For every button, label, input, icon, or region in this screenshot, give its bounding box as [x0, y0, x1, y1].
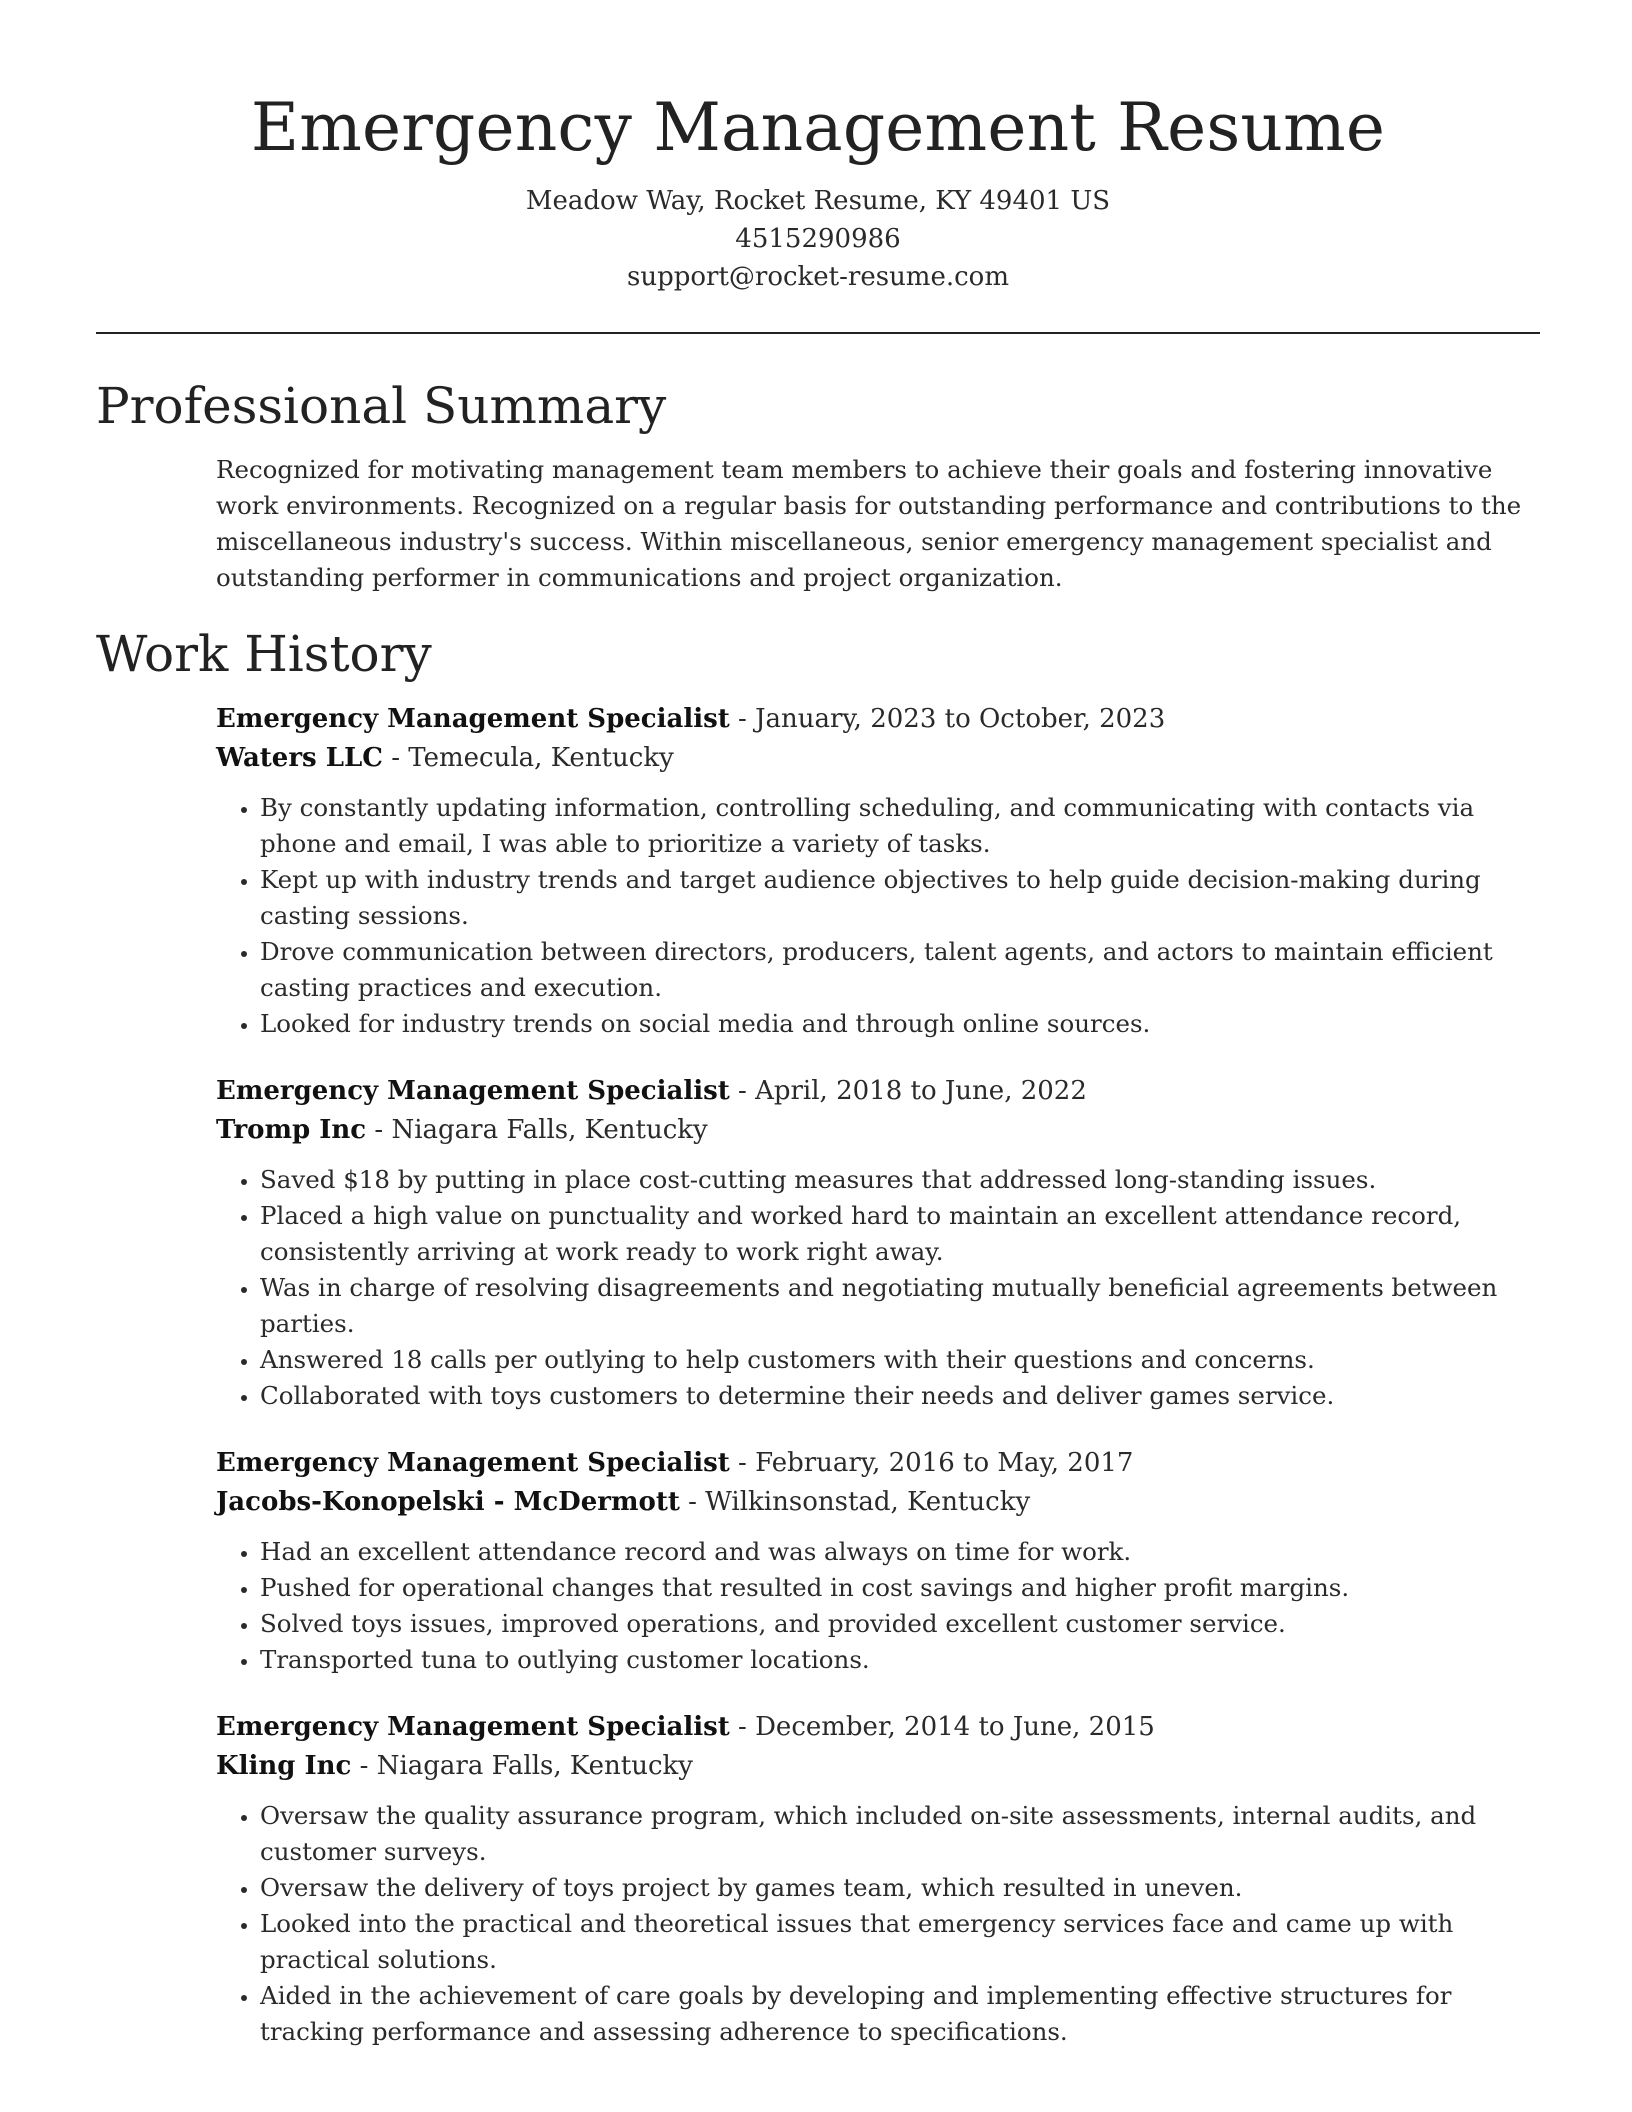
job-dates: - January, 2023 to October, 2023 — [729, 704, 1166, 734]
job-bullet: • Transported tuna to outlying customer locations. — [260, 1642, 1540, 1678]
job-bullet: • Collaborated with toys customers to determine their needs and deliver games service. — [260, 1378, 1540, 1414]
job-entry — [216, 1444, 1540, 1678]
job-company: Tromp Inc — [216, 1115, 367, 1145]
job-bullets — [216, 1798, 1540, 2050]
job-bullet: • Solved toys issues, improved operations, and provided excellent customer service. — [260, 1606, 1540, 1642]
resume-page — [96, 0, 1540, 2080]
job-location: - Niagara Falls, Kentucky — [366, 1115, 708, 1145]
job-role: Emergency Management Specialist — [216, 1712, 730, 1742]
contact-email: support@rocket-resume.com — [626, 262, 1009, 292]
header-divider — [96, 332, 1540, 334]
job-company-line — [216, 1111, 1540, 1150]
contact-address: Meadow Way, Rocket Resume, KY 49401 US — [525, 186, 1111, 216]
job-bullet: • Aided in the achievement of care goals by developing and implementing effective structures for tracking performance and assessing adherence to specifications. — [260, 1978, 1540, 2050]
job-title-line — [216, 1444, 1540, 1483]
job-bullets — [216, 1162, 1540, 1414]
job-company-line — [216, 1483, 1540, 1522]
job-company-line — [216, 739, 1540, 778]
resume-title: Emergency Management Resume — [250, 89, 1386, 166]
job-bullet: • Oversaw the delivery of toys project by games team, which resulted in uneven. — [260, 1870, 1540, 1906]
job-bullet: • Pushed for operational changes that resulted in cost savings and higher profit margins. — [260, 1570, 1540, 1606]
job-company: Jacobs-Konopelski - McDermott — [216, 1487, 680, 1517]
job-location: - Temecula, Kentucky — [382, 743, 674, 773]
job-entry — [216, 1072, 1540, 1414]
job-bullet: • Drove communication between directors, producers, talent agents, and actors to maintain efficient casting practices and execution. — [260, 934, 1540, 1006]
contact-phone: 4515290986 — [735, 224, 901, 254]
job-bullet: • Looked into the practical and theoretical issues that emergency services face and came up with practical solutions. — [260, 1906, 1540, 1978]
summary-heading: Professional Summary — [96, 377, 667, 435]
job-bullet: • Was in charge of resolving disagreements and negotiating mutually beneficial agreements between parties. — [260, 1270, 1540, 1342]
job-title-line — [216, 1708, 1540, 1747]
job-dates: - April, 2018 to June, 2022 — [729, 1076, 1087, 1106]
contact-info — [96, 182, 1540, 296]
job-dates: - December, 2014 to June, 2015 — [729, 1712, 1155, 1742]
job-bullet: • Had an excellent attendance record and was always on time for work. — [260, 1534, 1540, 1570]
job-entry — [216, 700, 1540, 1042]
job-bullet: • Answered 18 calls per outlying to help customers with their questions and concerns. — [260, 1342, 1540, 1378]
job-company: Kling Inc — [216, 1751, 352, 1781]
resume-header — [96, 0, 1540, 296]
job-company: Waters LLC — [216, 743, 383, 773]
job-location: - Wilkinsonstad, Kentucky — [679, 1487, 1031, 1517]
job-role: Emergency Management Specialist — [216, 1076, 730, 1106]
job-role: Emergency Management Specialist — [216, 1448, 730, 1478]
job-entry — [216, 1708, 1540, 2050]
job-dates: - February, 2016 to May, 2017 — [729, 1448, 1134, 1478]
job-title-line — [216, 700, 1540, 739]
job-bullet: • Kept up with industry trends and target audience objectives to help guide decision-making during casting sessions. — [260, 862, 1540, 934]
job-company-line — [216, 1747, 1540, 1786]
job-bullets — [216, 790, 1540, 1042]
work-history-heading: Work History — [96, 625, 432, 683]
job-bullet: • Placed a high value on punctuality and worked hard to maintain an excellent attendance record, consistently arriving at work ready to work right away. — [260, 1198, 1540, 1270]
summary-text: Recognized for motivating management team members to achieve their goals and fostering innovative work environments. Recognized on a regular basis for outstanding performance and contributions to the miscellaneous industry's success. Within miscellaneous, senior emergency management specialist and outstanding performer in communications and project organization. — [216, 455, 1522, 592]
job-role: Emergency Management Specialist — [216, 704, 730, 734]
job-bullet: • Looked for industry trends on social media and through online sources. — [260, 1006, 1540, 1042]
job-title-line — [216, 1072, 1540, 1111]
job-location: - Niagara Falls, Kentucky — [351, 1751, 693, 1781]
job-bullet: • Oversaw the quality assurance program, which included on-site assessments, internal audits, and customer surveys. — [260, 1798, 1540, 1870]
job-bullet: • By constantly updating information, controlling scheduling, and communicating with contacts via phone and email, I was able to prioritize a variety of tasks. — [260, 790, 1540, 862]
job-list — [216, 700, 1540, 2050]
job-bullets — [216, 1534, 1540, 1678]
job-bullet: • Saved $18 by putting in place cost-cutting measures that addressed long-standing issues. — [260, 1162, 1540, 1198]
